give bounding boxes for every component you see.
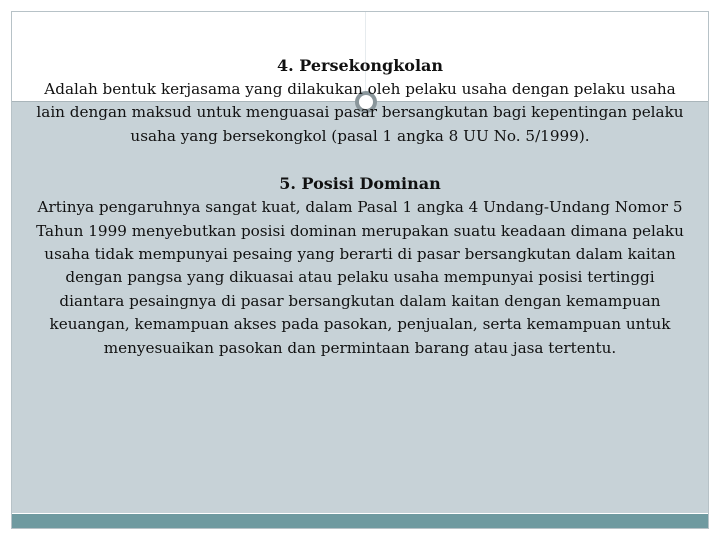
section-heading-posisi-dominan: 5. Posisi Dominan — [279, 174, 441, 194]
section-heading-persekongkolan: 4. Persekongkolan — [276, 56, 444, 75]
section-text-persekongkolan: Adalah bentuk kerjasama yang dilakukan oleh pelaku usaha dengan pelaku usaha lain dengan maksud untuk menguasai pasar bersangkutan bagi kepentingan pelaku usaha yang bersekongkol (pasal 1 angka 8 UU No. 5/1999). — [36, 80, 684, 145]
section-text-posisi-dominan: Artinya pengaruhnya sangat kuat, dalam Pasal 1 angka 4 Undang-Undang Nomor 5 Tahun 1999 menyebutkan posisi dominan merupakan suatu keadaan dimana pelaku usaha tidak mempunyai pesaing yang berarti di pasar bersangkutan dalam kaitan dengan pangsa yang dikuasai atau pelaku usaha mempunyai posisi tertinggi diantara pesaingnya di pasar bersangkutan dalam kaitan dengan kemampuan keuangan, kemampuan akses pada pasokan, penjualan, serta kemampuan untuk menyesuaikan pasokan dan permintaan barang atau jasa tertentu. — [36, 198, 684, 357]
section-spacer — [34, 148, 686, 172]
slide-content — [34, 54, 686, 360]
footer-strip — [12, 514, 708, 528]
